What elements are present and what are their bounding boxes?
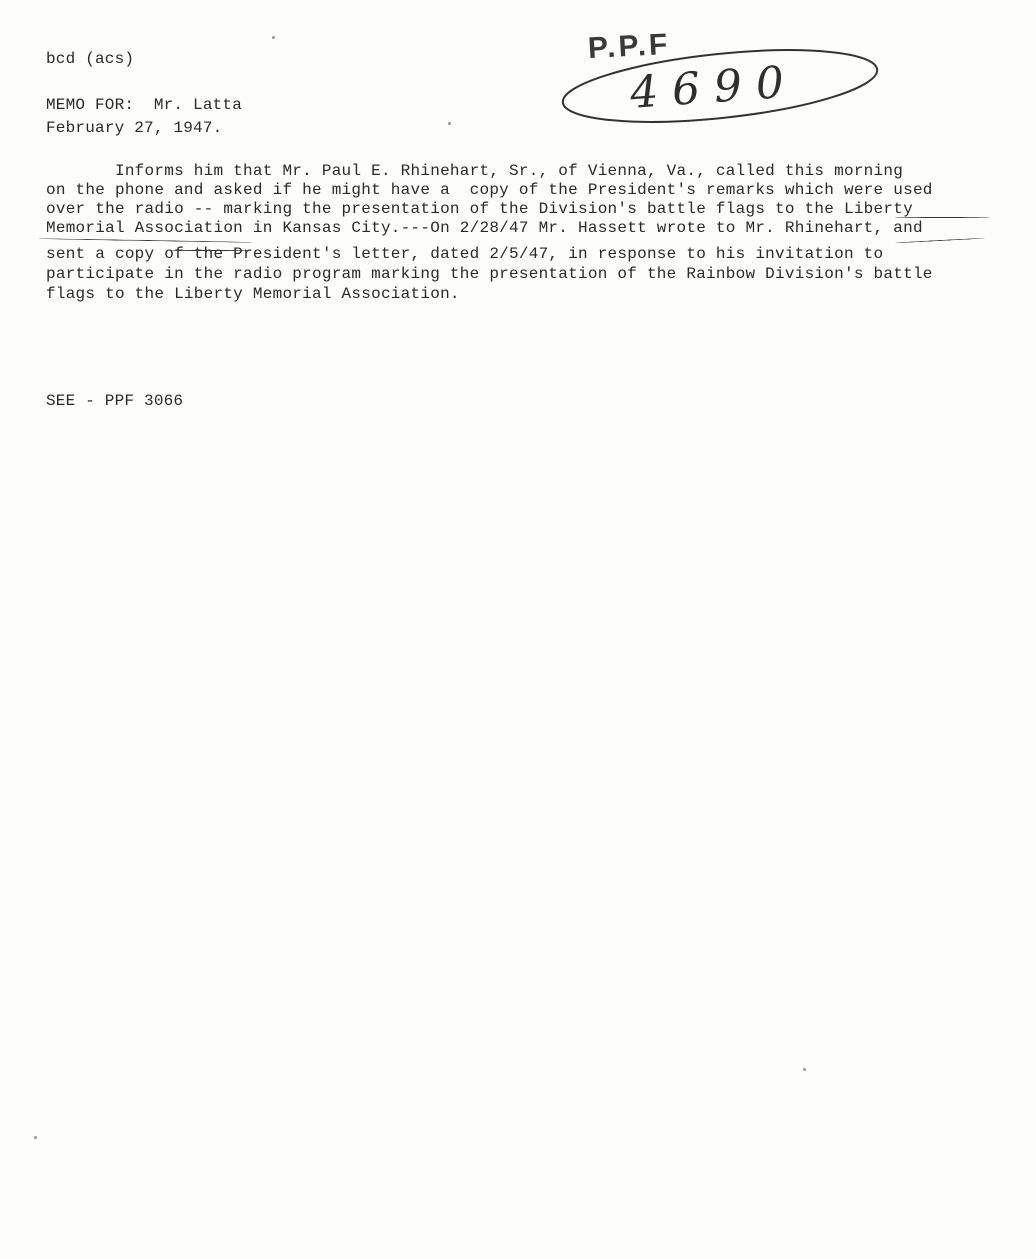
paper-speck — [803, 1068, 806, 1071]
see-also-reference: SEE - PPF 3066 — [46, 392, 184, 410]
body-line-6: participate in the radio program marking the presentation of the Rainbow Division's battle — [46, 265, 933, 283]
body-line-1: Informs him that Mr. Paul E. Rhinehart, Sr., of Vienna, Va., called this morning — [46, 162, 904, 180]
body-line-7: flags to the Liberty Memorial Association. — [46, 285, 460, 303]
body-line-5: sent a copy of the President's letter, dated 2/5/47, in response to his invitation to — [46, 245, 884, 263]
body-line-4: Memorial Association in Kansas City.---On 2/28/47 Mr. Hassett wrote to Mr. Rhinehart, and — [46, 219, 923, 237]
underline-memorial-association — [38, 238, 253, 243]
body-line-3: over the radio -- marking the presentation of the Division's battle flags to the Liberty — [46, 200, 913, 218]
paper-speck — [272, 36, 275, 39]
underline-copy — [170, 250, 250, 251]
ppf-stamp-label: P.P.F — [587, 27, 672, 66]
ppf-file-number: 4690 — [628, 56, 800, 119]
paper-speck — [448, 122, 451, 125]
memo-date: February 27, 1947. — [46, 119, 223, 137]
underline-liberty — [895, 217, 990, 218]
underline-rhinehart — [895, 238, 985, 244]
memo-recipient: MEMO FOR: Mr. Latta — [46, 96, 243, 114]
body-line-2: on the phone and asked if he might have a copy of the President's remarks which were used — [46, 181, 933, 199]
reference-initials: bcd (acs) — [46, 50, 135, 68]
paper-speck — [34, 1136, 37, 1139]
